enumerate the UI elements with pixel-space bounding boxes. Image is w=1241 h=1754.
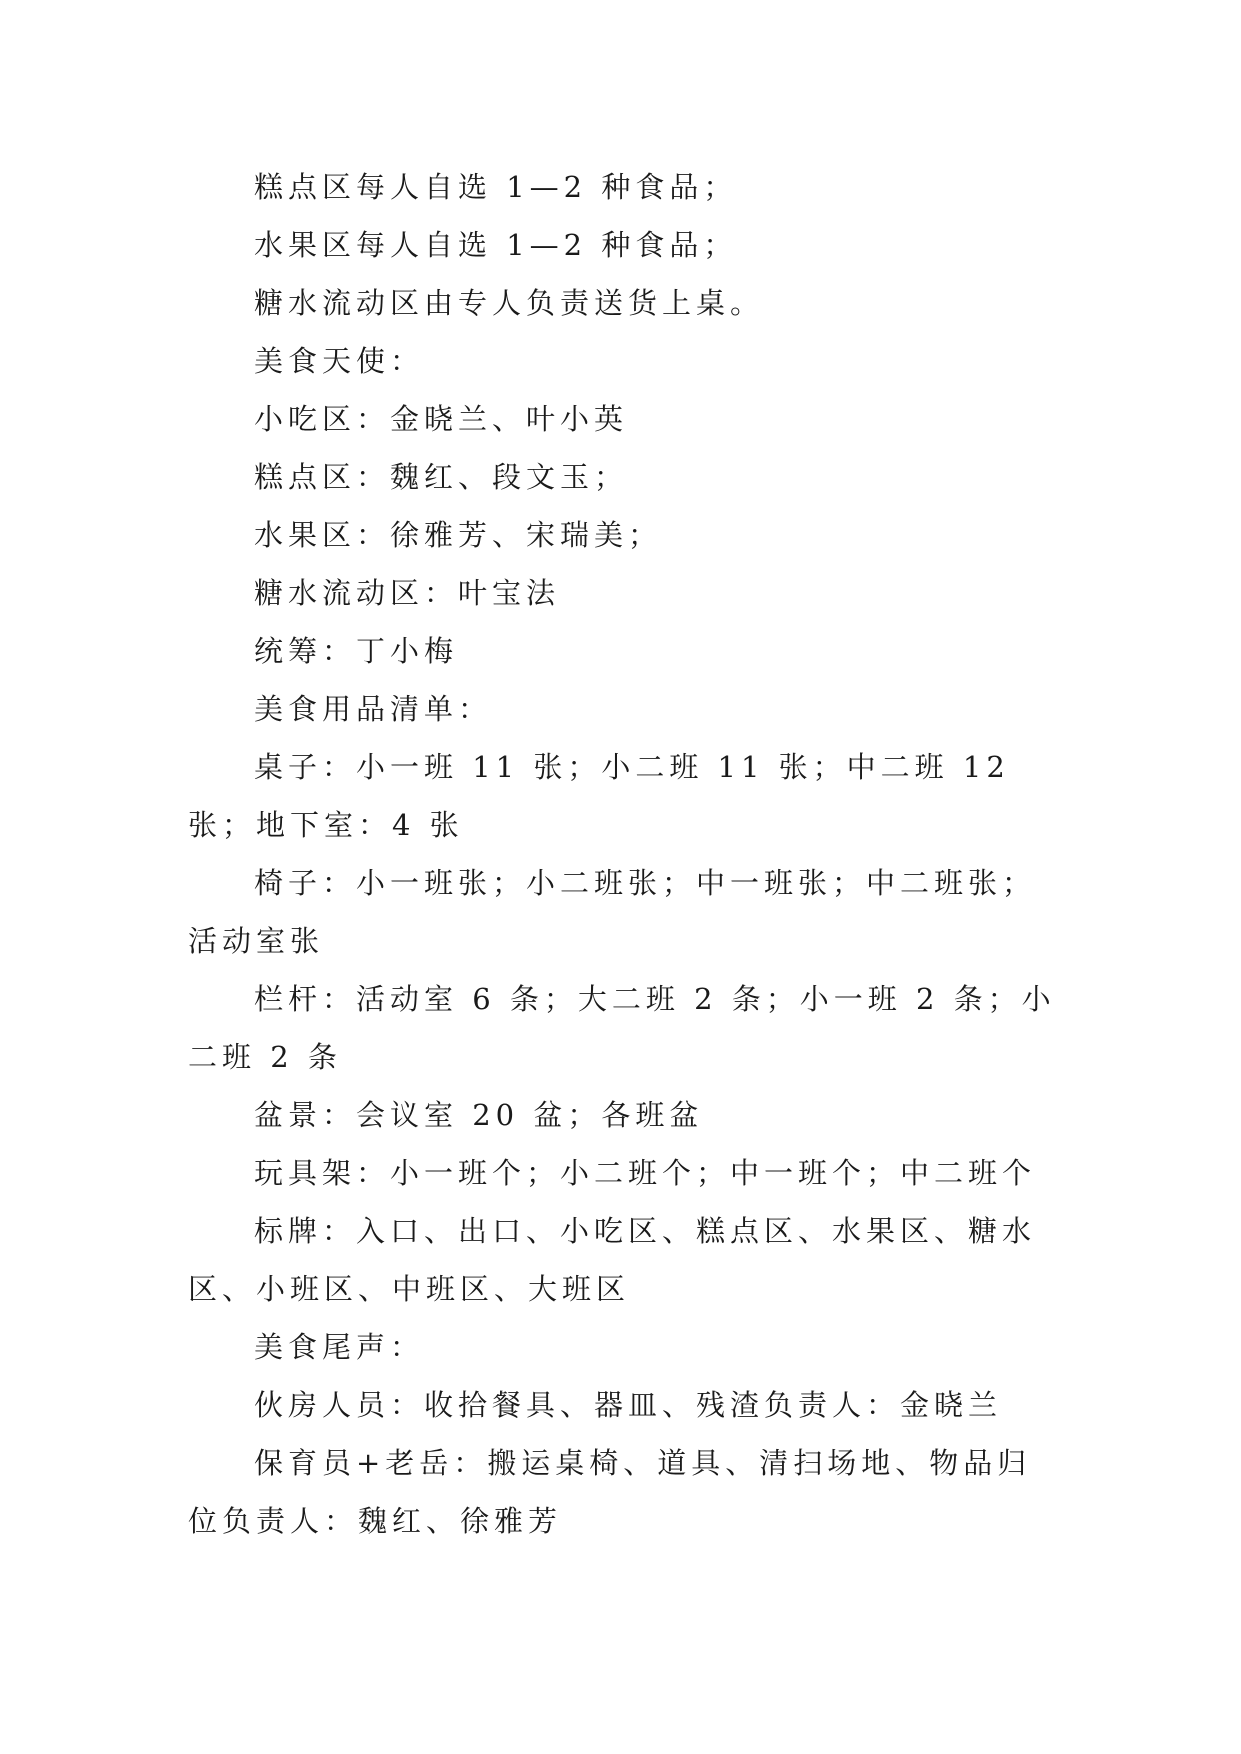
paragraph-kitchen-staff: 伙房人员：收拾餐具、器皿、残渣负责人：金晓兰 (254, 1388, 1003, 1422)
paragraph-fruit-staff: 水果区：徐雅芳、宋瑞美； (254, 518, 663, 552)
paragraph-snack-staff: 小吃区：金晓兰、叶小英 (254, 402, 629, 436)
paragraph-coordinator: 统筹：丁小梅 (254, 634, 459, 668)
paragraph-pastry-rule: 糕点区每人自选 1—2 种食品； (254, 170, 738, 204)
heading-food-ending: 美食尾声： (254, 1330, 425, 1364)
heading-supplies-list: 美食用品清单： (254, 692, 493, 726)
paragraph-caregivers: 保育员+老岳：搬运桌椅、道具、清扫场地、物品归位负责人：魏红、徐雅芳 (188, 1446, 1032, 1538)
paragraph-chairs: 椅子：小一班张；小二班张；中一班张；中二班张；活动室张 (188, 866, 1037, 958)
heading-food-angels: 美食天使： (254, 344, 425, 378)
paragraph-signs: 标牌：入口、出口、小吃区、糕点区、水果区、糖水区、小班区、中班区、大班区 (188, 1214, 1037, 1306)
paragraph-toy-shelves: 玩具架：小一班个；小二班个；中一班个；中二班个 (254, 1156, 1037, 1190)
paragraph-tables: 桌子：小一班 11 张；小二班 11 张；中二班 12 张；地下室：4 张 (188, 750, 1010, 842)
paragraph-fruit-rule: 水果区每人自选 1—2 种食品； (254, 228, 738, 262)
paragraph-syrup-rule: 糖水流动区由专人负责送货上桌。 (254, 286, 765, 320)
paragraph-syrup-staff: 糖水流动区：叶宝法 (254, 576, 561, 610)
document-body (188, 158, 1058, 1550)
paragraph-potted-plants: 盆景：会议室 20 盆；各班盆 (254, 1098, 704, 1132)
paragraph-railings: 栏杆：活动室 6 条；大二班 2 条；小一班 2 条；小二班 2 条 (188, 982, 1056, 1074)
paragraph-pastry-staff: 糕点区：魏红、段文玉； (254, 460, 629, 494)
